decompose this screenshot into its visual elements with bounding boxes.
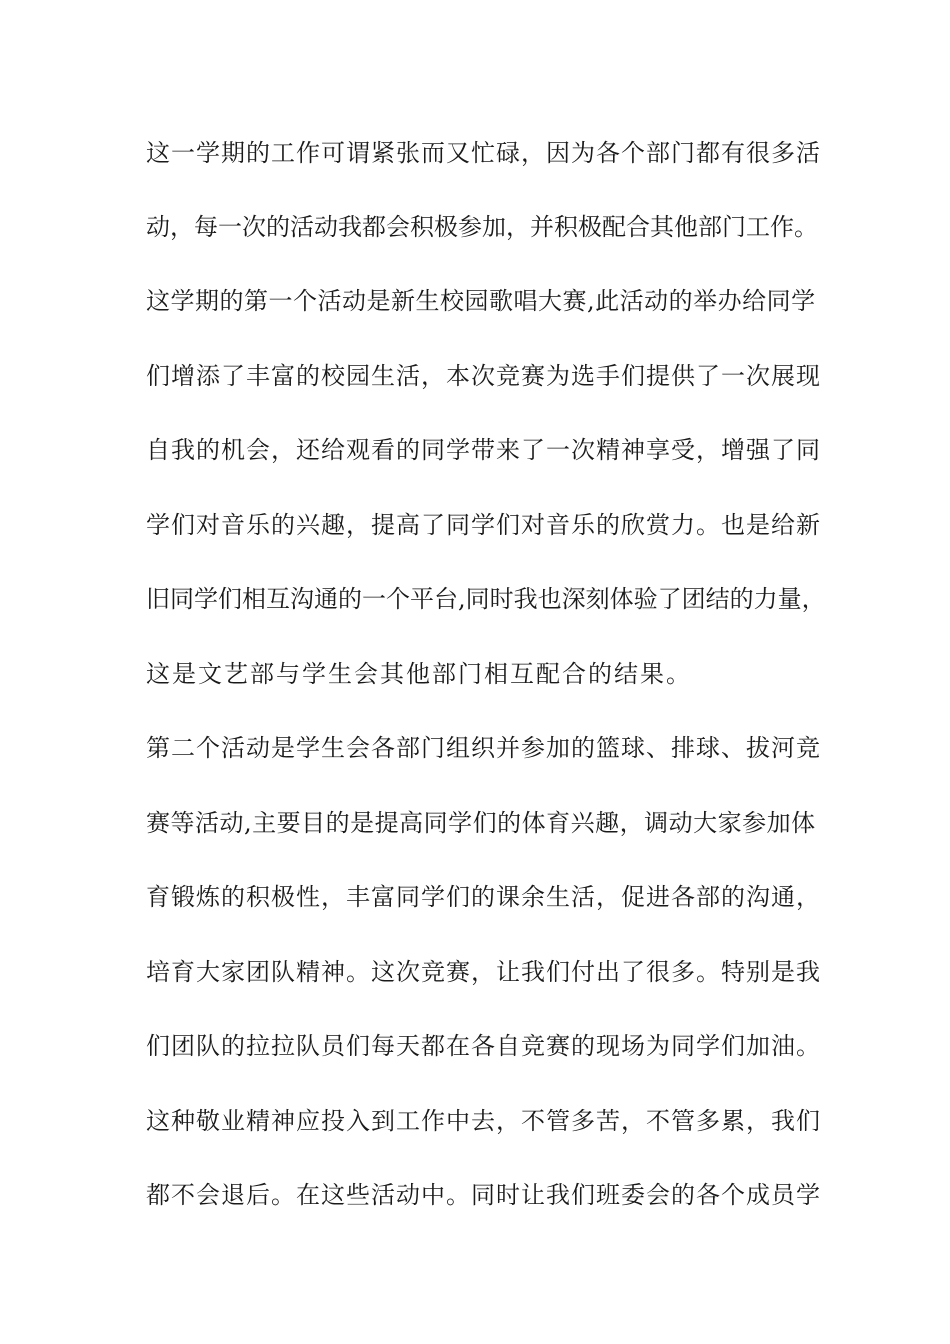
text-line-10: 赛等活动,主要目的是提高同学们的体育兴趣，调动大家参加体 — [146, 809, 816, 837]
text-line-3: 这学期的第一个活动是新生校园歌唱大赛,此活动的举办给同学 — [146, 287, 816, 315]
text-line-4: 们增添了丰富的校园生活，本次竞赛为选手们提供了一次展现 — [146, 362, 821, 390]
text-line-9: 第二个活动是学生会各部门组织并参加的篮球、排球、拔河竞 — [146, 734, 821, 762]
text-line-2: 动，每一次的活动我都会积极参加，并积极配合其他部门工作。 — [146, 213, 818, 241]
text-line-5: 自我的机会，还给观看的同学带来了一次精神享受，增强了同 — [146, 436, 821, 464]
text-line-14: 这种敬业精神应投入到工作中去，不管多苦，不管多累，我们 — [146, 1107, 821, 1135]
text-line-12: 培育大家团队精神。这次竞赛，让我们付出了很多。特别是我 — [146, 958, 821, 986]
text-line-13: 们团队的拉拉队员们每天都在各自竞赛的现场为同学们加油。 — [146, 1032, 821, 1060]
text-line-11: 育锻炼的积极性，丰富同学们的课余生活，促进各部的沟通， — [146, 883, 821, 911]
text-line-6: 学们对音乐的兴趣，提高了同学们对音乐的欣赏力。也是给新 — [146, 511, 821, 539]
text-line-1: 这一学期的工作可谓紧张而又忙碌，因为各个部门都有很多活 — [146, 139, 821, 167]
text-line-7: 旧同学们相互沟通的一个平台,同时我也深刻体验了团结的力量， — [146, 585, 826, 613]
text-line-15: 都不会退后。在这些活动中。同时让我们班委会的各个成员学 — [146, 1181, 821, 1209]
text-line-8: 这是文艺部与学生会其他部门相互配合的结果。 — [146, 660, 692, 688]
